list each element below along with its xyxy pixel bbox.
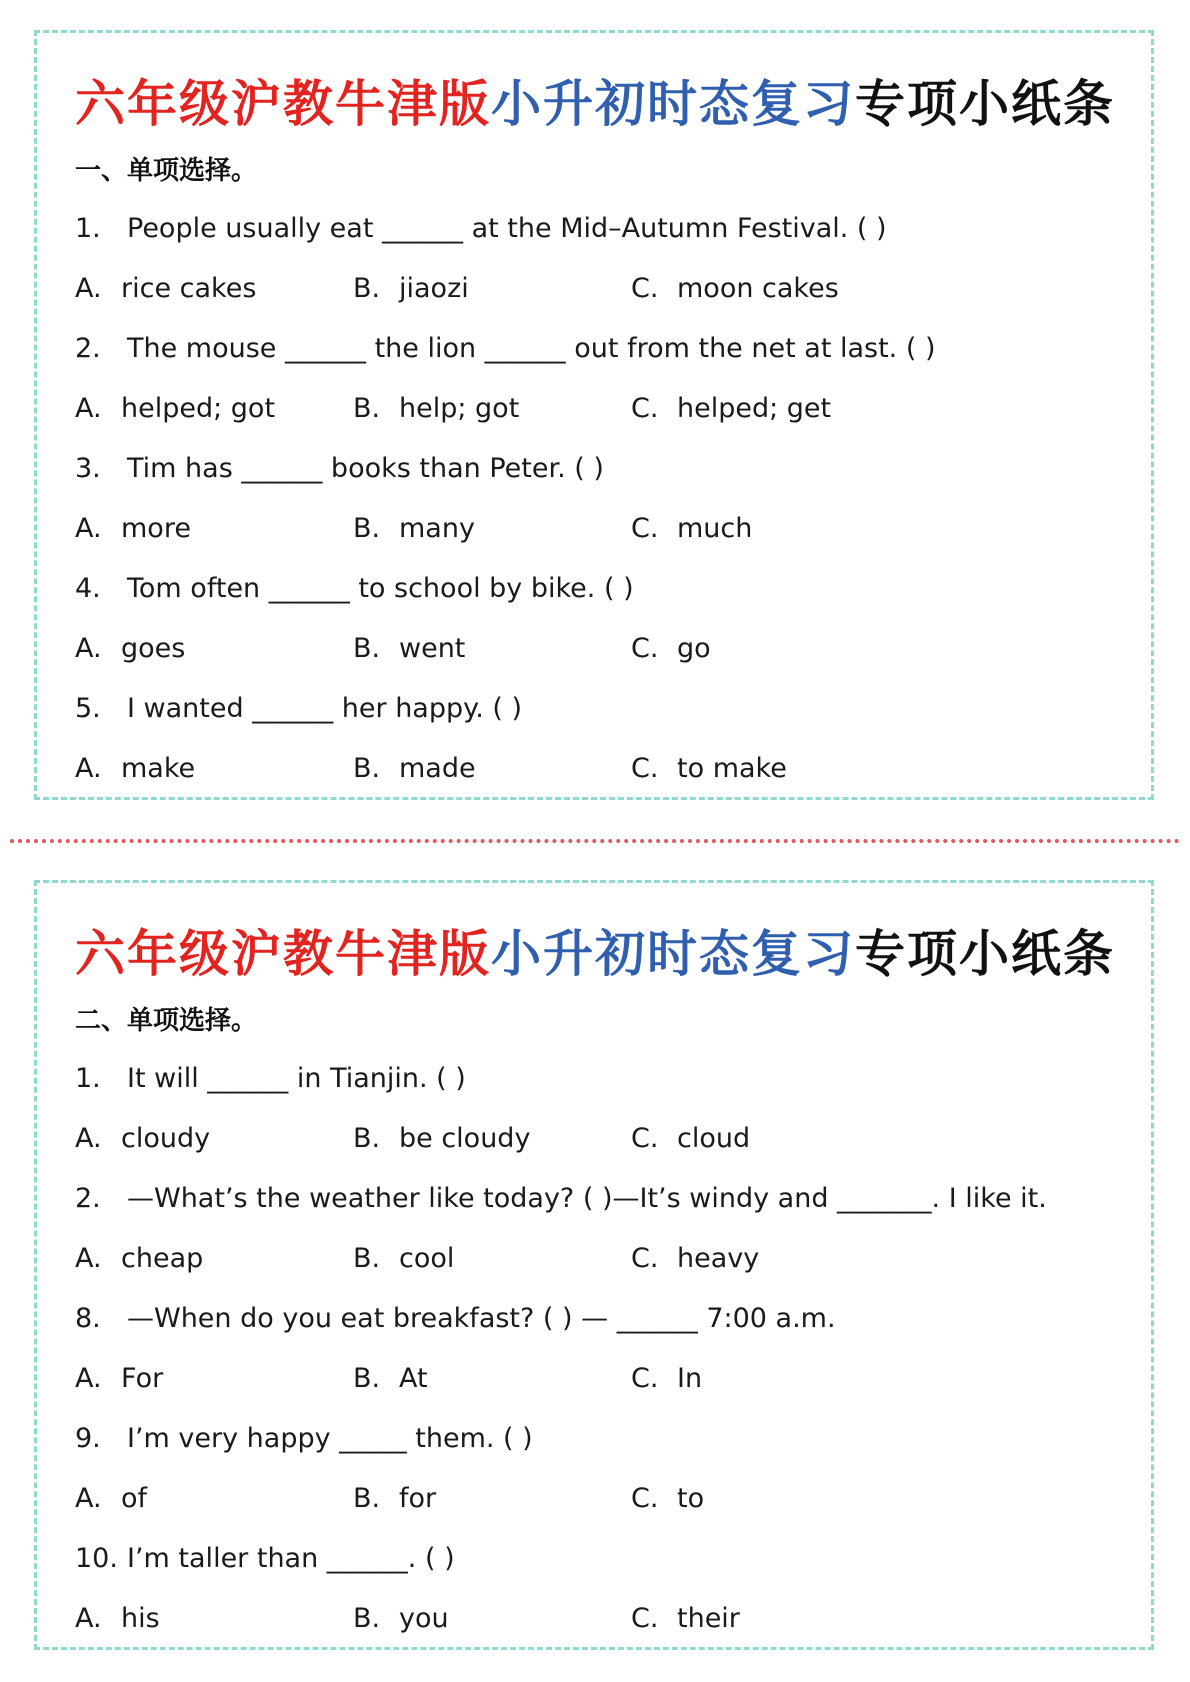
option-c[interactable]: [631, 379, 831, 439]
option-text: much: [677, 513, 753, 544]
option-letter: B.: [353, 393, 381, 424]
option-b[interactable]: [353, 259, 469, 319]
option-letter: B.: [353, 513, 381, 544]
option-b[interactable]: [353, 739, 476, 799]
option-letter: C.: [631, 273, 659, 304]
option-letter: B.: [353, 633, 381, 664]
worksheet-title: [75, 919, 1135, 989]
option-text: for: [399, 1483, 437, 1514]
option-b[interactable]: [353, 1229, 454, 1289]
option-letter: A.: [75, 1483, 102, 1514]
option-letter: B.: [353, 1483, 381, 1514]
question-text: I’m taller than ______. ( ): [127, 1543, 455, 1574]
cut-line-divider: [10, 839, 1180, 843]
question-text: The mouse ______ the lion ______ out from the net at last. ( ): [127, 333, 936, 364]
option-c[interactable]: [631, 1589, 740, 1649]
option-letter: A.: [75, 393, 102, 424]
question-list: [75, 199, 1135, 799]
option-a[interactable]: [75, 499, 191, 559]
option-b[interactable]: [353, 619, 465, 679]
option-text: At: [399, 1363, 428, 1394]
option-text: you: [399, 1603, 449, 1634]
question-text: —What’s the weather like today? ( )—It’s windy and _______. I like it.: [127, 1183, 1047, 1214]
option-b[interactable]: [353, 1349, 428, 1409]
options-row: [75, 1469, 1135, 1529]
option-letter: A.: [75, 633, 102, 664]
options-row: [75, 1229, 1135, 1289]
section-heading: 一、单项选择。: [75, 156, 258, 186]
option-a[interactable]: [75, 1109, 210, 1169]
option-letter: A.: [75, 1603, 102, 1634]
option-c[interactable]: [631, 1349, 702, 1409]
option-letter: A.: [75, 273, 102, 304]
question-number: 1.: [75, 213, 101, 244]
option-text: be cloudy: [399, 1123, 531, 1154]
option-text: of: [121, 1483, 148, 1514]
option-letter: B.: [353, 1123, 381, 1154]
option-text: cheap: [121, 1243, 204, 1274]
option-text: In: [677, 1363, 703, 1394]
option-a[interactable]: [75, 1589, 160, 1649]
title-part-blue: 小升初时态复习: [491, 74, 855, 133]
option-text: more: [121, 513, 191, 544]
option-text: help; got: [399, 393, 520, 424]
option-text: helped; got: [121, 393, 276, 424]
question-row: [75, 319, 1135, 379]
question-number: 10.: [75, 1543, 118, 1574]
option-a[interactable]: [75, 1229, 203, 1289]
title-part-red: 六年级沪教牛津版: [75, 74, 491, 133]
option-letter: A.: [75, 1123, 102, 1154]
question-row: [75, 559, 1135, 619]
options-row: [75, 1589, 1135, 1649]
option-text: jiaozi: [399, 273, 469, 304]
option-text: his: [121, 1603, 160, 1634]
option-letter: C.: [631, 633, 659, 664]
question-number: 2.: [75, 1183, 101, 1214]
option-a[interactable]: [75, 1469, 147, 1529]
question-list: [75, 1049, 1135, 1649]
option-letter: A.: [75, 753, 102, 784]
option-text: goes: [121, 633, 186, 664]
options-row: [75, 739, 1135, 799]
option-b[interactable]: [353, 1469, 436, 1529]
option-text: to: [677, 1483, 705, 1514]
option-letter: B.: [353, 753, 381, 784]
question-row: [75, 1049, 1135, 1109]
question-number: 4.: [75, 573, 101, 604]
options-row: [75, 259, 1135, 319]
option-a[interactable]: [75, 739, 195, 799]
option-text: moon cakes: [677, 273, 839, 304]
option-b[interactable]: [353, 499, 475, 559]
question-number: 1.: [75, 1063, 101, 1094]
question-text: I wanted ______ her happy. ( ): [127, 693, 523, 724]
title-part-red: 六年级沪教牛津版: [75, 924, 491, 983]
option-text: made: [399, 753, 476, 784]
option-text: helped; get: [677, 393, 832, 424]
question-row: [75, 1529, 1135, 1589]
question-row: [75, 199, 1135, 259]
option-letter: B.: [353, 1243, 381, 1274]
option-text: heavy: [677, 1243, 760, 1274]
option-b[interactable]: [353, 1589, 449, 1649]
option-letter: C.: [631, 1243, 659, 1274]
title-part-black: 专项小纸条: [855, 924, 1115, 983]
options-row: [75, 379, 1135, 439]
option-c[interactable]: [631, 1109, 750, 1169]
options-row: [75, 1109, 1135, 1169]
title-part-black: 专项小纸条: [855, 74, 1115, 133]
question-text: Tom often ______ to school by bike. ( ): [127, 573, 634, 604]
option-letter: C.: [631, 393, 659, 424]
option-letter: A.: [75, 513, 102, 544]
options-row: [75, 619, 1135, 679]
option-letter: C.: [631, 1363, 659, 1394]
option-a[interactable]: [75, 379, 275, 439]
option-letter: B.: [353, 1363, 381, 1394]
option-text: their: [677, 1603, 740, 1634]
question-text: —When do you eat breakfast? ( ) — ______ 7:00 a.m.: [127, 1303, 836, 1334]
option-text: many: [399, 513, 475, 544]
question-row: [75, 1169, 1135, 1229]
option-letter: A.: [75, 1363, 102, 1394]
worksheet-title: [75, 69, 1135, 139]
question-row: [75, 679, 1135, 739]
question-text: Tim has ______ books than Peter. ( ): [127, 453, 604, 484]
option-a[interactable]: [75, 259, 256, 319]
question-row: [75, 439, 1135, 499]
option-a[interactable]: [75, 619, 185, 679]
section-heading: 二、单项选择。: [75, 1006, 258, 1036]
option-b[interactable]: [353, 379, 519, 439]
option-text: cool: [399, 1243, 455, 1274]
question-text: It will ______ in Tianjin. ( ): [127, 1063, 466, 1094]
option-text: to make: [677, 753, 787, 784]
option-text: cloud: [677, 1123, 751, 1154]
option-text: rice cakes: [121, 273, 257, 304]
option-letter: A.: [75, 1243, 102, 1274]
question-number: 5.: [75, 693, 101, 724]
option-letter: C.: [631, 513, 659, 544]
option-text: go: [677, 633, 711, 664]
options-row: [75, 499, 1135, 559]
option-c[interactable]: [631, 499, 752, 559]
option-c[interactable]: [631, 619, 711, 679]
option-letter: C.: [631, 1603, 659, 1634]
options-row: [75, 1349, 1135, 1409]
option-letter: B.: [353, 273, 381, 304]
option-c[interactable]: [631, 739, 787, 799]
option-letter: C.: [631, 1483, 659, 1514]
option-c[interactable]: [631, 1229, 759, 1289]
question-number: 8.: [75, 1303, 101, 1334]
question-number: 2.: [75, 333, 101, 364]
option-text: cloudy: [121, 1123, 211, 1154]
option-text: went: [399, 633, 466, 664]
option-text: make: [121, 753, 196, 784]
option-letter: C.: [631, 1123, 659, 1154]
option-c[interactable]: [631, 1469, 704, 1529]
title-part-blue: 小升初时态复习: [491, 924, 855, 983]
question-number: 9.: [75, 1423, 101, 1454]
question-row: [75, 1289, 1135, 1349]
question-row: [75, 1409, 1135, 1469]
worksheet-card-2: [34, 880, 1154, 1650]
option-b[interactable]: [353, 1109, 530, 1169]
question-text: I’m very happy _____ them. ( ): [127, 1423, 533, 1454]
option-letter: B.: [353, 1603, 381, 1634]
option-text: For: [121, 1363, 164, 1394]
worksheet-card-1: [34, 30, 1154, 800]
question-number: 3.: [75, 453, 101, 484]
question-text: People usually eat ______ at the Mid–Autumn Festival. ( ): [127, 213, 887, 244]
option-a[interactable]: [75, 1349, 163, 1409]
option-letter: C.: [631, 753, 659, 784]
option-c[interactable]: [631, 259, 839, 319]
